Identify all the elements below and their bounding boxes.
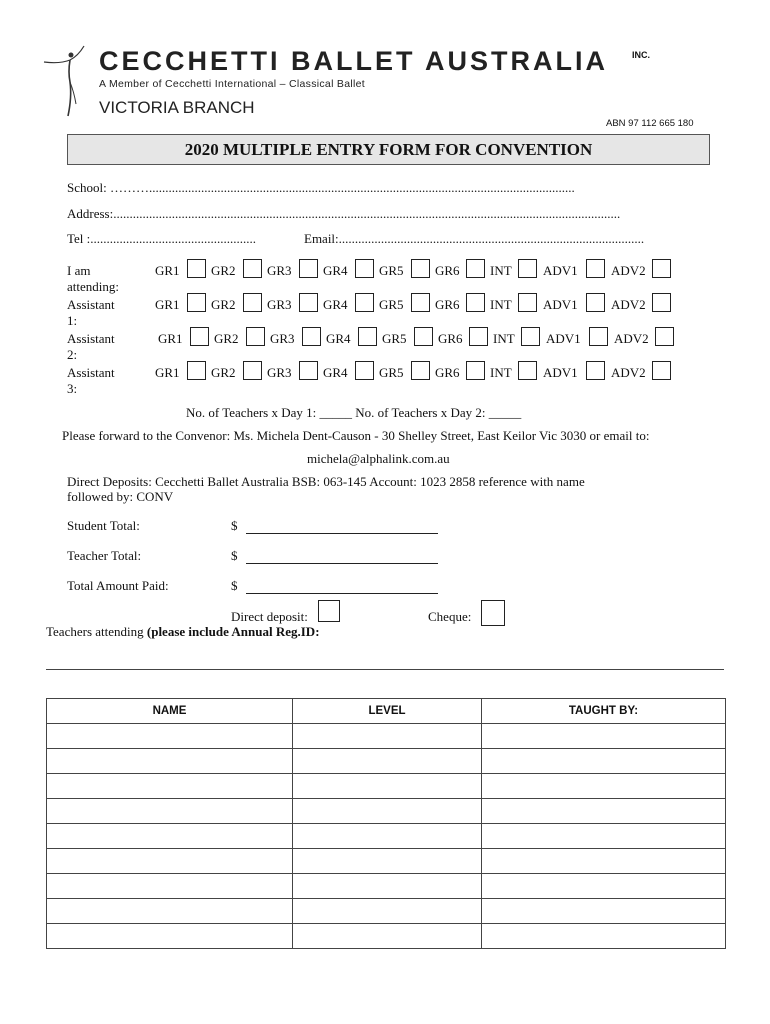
taught-by-cell[interactable]	[482, 924, 726, 949]
grade-checkbox[interactable]	[411, 259, 430, 278]
taught-by-cell[interactable]	[482, 749, 726, 774]
grade-label: ADV2	[611, 263, 646, 278]
level-cell[interactable]	[293, 749, 482, 774]
grade-label: ADV1	[546, 331, 581, 346]
direct-deposit-label: Direct deposit:	[231, 609, 308, 624]
grade-label: GR4	[323, 263, 348, 278]
grade-checkbox[interactable]	[243, 293, 262, 312]
deposit-reference: followed by: CONV	[67, 489, 174, 504]
grade-label: GR3	[267, 263, 292, 278]
grade-checkbox[interactable]	[299, 361, 318, 380]
level-cell[interactable]	[293, 849, 482, 874]
grade-label: GR1	[155, 297, 180, 312]
grade-label: ADV1	[543, 365, 578, 380]
table-row	[47, 899, 726, 924]
level-cell[interactable]	[293, 874, 482, 899]
grade-checkbox[interactable]	[243, 259, 262, 278]
grade-label: GR4	[326, 331, 351, 346]
grade-checkbox[interactable]	[355, 259, 374, 278]
grade-checkbox[interactable]	[187, 259, 206, 278]
grade-checkbox[interactable]	[187, 293, 206, 312]
grade-label: GR1	[155, 365, 180, 380]
grade-label: INT	[490, 263, 512, 278]
school-field[interactable]: School: ………...................................................................................................................................	[67, 180, 575, 195]
ballerina-logo-icon	[40, 42, 92, 120]
grade-label: GR4	[323, 297, 348, 312]
col-taught-by-header: TAUGHT BY:	[482, 699, 726, 724]
grade-label: GR6	[435, 263, 460, 278]
level-cell[interactable]	[293, 924, 482, 949]
grade-label: GR5	[382, 331, 407, 346]
grade-checkbox[interactable]	[466, 361, 485, 380]
grade-label: INT	[493, 331, 515, 346]
branch-name: VICTORIA BRANCH	[99, 98, 255, 117]
dollar-sign: $	[231, 518, 238, 533]
attendance-row-label: Assistant 1:	[67, 297, 115, 328]
cheque-checkbox[interactable]	[481, 600, 505, 626]
grade-label: GR1	[158, 331, 183, 346]
total-field[interactable]	[231, 548, 438, 564]
amount-underline[interactable]	[246, 521, 438, 534]
total-label: Total Amount Paid:	[67, 578, 169, 593]
name-cell[interactable]	[47, 749, 293, 774]
grade-checkbox[interactable]	[358, 327, 377, 346]
grade-label: GR6	[438, 331, 463, 346]
total-label: Teacher Total:	[67, 548, 142, 563]
name-cell[interactable]	[47, 924, 293, 949]
col-name-header: NAME	[47, 699, 293, 724]
taught-by-cell[interactable]	[482, 849, 726, 874]
teachers-days: No. of Teachers x Day 1: _____ No. of Teachers x Day 2: _____	[186, 405, 522, 420]
grade-label: ADV2	[611, 297, 646, 312]
grade-checkbox[interactable]	[521, 327, 540, 346]
level-cell[interactable]	[293, 899, 482, 924]
brand-inc: INC.	[632, 50, 650, 60]
taught-by-cell[interactable]	[482, 799, 726, 824]
col-level-header: LEVEL	[293, 699, 482, 724]
divider-line	[46, 669, 724, 670]
grade-checkbox[interactable]	[299, 259, 318, 278]
address-field[interactable]: Address:............................................................................................................................................................	[67, 206, 621, 221]
grade-label: GR3	[267, 365, 292, 380]
email-field[interactable]: Email:..............................................................................................	[304, 231, 645, 246]
grade-label: GR6	[435, 365, 460, 380]
table-row	[47, 799, 726, 824]
dollar-sign: $	[231, 548, 238, 563]
grade-label: INT	[490, 297, 512, 312]
grade-label: GR5	[379, 297, 404, 312]
grade-label: GR5	[379, 365, 404, 380]
attendance-row-label: Assistant 3:	[67, 365, 115, 396]
grade-label: GR2	[214, 331, 239, 346]
grade-label: INT	[490, 365, 512, 380]
taught-by-cell[interactable]	[482, 874, 726, 899]
taught-by-cell[interactable]	[482, 899, 726, 924]
grade-label: ADV1	[543, 297, 578, 312]
grade-label: GR2	[211, 263, 236, 278]
grade-checkbox[interactable]	[466, 259, 485, 278]
forward-instructions: Please forward to the Convenor: Ms. Michela Dent-Causon - 30 Shelley Street, East Keilor Vic 3030 or email to:	[62, 428, 650, 443]
grade-label: GR6	[435, 297, 460, 312]
name-cell[interactable]	[47, 824, 293, 849]
dollar-sign: $	[231, 578, 238, 593]
teachers-attending-label	[46, 624, 320, 640]
taught-by-cell[interactable]	[482, 774, 726, 799]
grade-checkbox[interactable]	[518, 361, 537, 380]
deposit-instructions: Direct Deposits: Cecchetti Ballet Australia BSB: 063-145 Account: 1023 2858 reference with name	[67, 474, 585, 489]
teachers-table	[46, 698, 726, 949]
grade-checkbox[interactable]	[652, 293, 671, 312]
grade-label: GR1	[155, 263, 180, 278]
taught-by-cell[interactable]	[482, 724, 726, 749]
amount-underline[interactable]	[246, 551, 438, 564]
tel-field[interactable]: Tel :...................................................	[67, 231, 257, 246]
brand-name: CECCHETTI BALLET AUSTRALIA	[99, 46, 608, 76]
level-cell[interactable]	[293, 799, 482, 824]
name-cell[interactable]	[47, 899, 293, 924]
grade-checkbox[interactable]	[586, 293, 605, 312]
grade-checkbox[interactable]	[414, 327, 433, 346]
table-row	[47, 774, 726, 799]
grade-checkbox[interactable]	[469, 327, 488, 346]
table-row	[47, 924, 726, 949]
level-cell[interactable]	[293, 824, 482, 849]
grade-checkbox[interactable]	[246, 327, 265, 346]
grade-checkbox[interactable]	[302, 327, 321, 346]
abn-number: ABN 97 112 665 180	[606, 118, 694, 129]
grade-label: GR2	[211, 365, 236, 380]
attendance-row-label: I am attending:	[67, 263, 119, 294]
grade-checkbox[interactable]	[355, 293, 374, 312]
grade-checkbox[interactable]	[299, 293, 318, 312]
table-row	[47, 724, 726, 749]
name-cell[interactable]	[47, 799, 293, 824]
table-row	[47, 749, 726, 774]
direct-deposit-checkbox[interactable]	[318, 600, 340, 622]
grade-label: ADV2	[614, 331, 649, 346]
attendance-row-label: Assistant 2:	[67, 331, 115, 362]
amount-underline[interactable]	[246, 581, 438, 594]
grade-checkbox[interactable]	[586, 361, 605, 380]
grade-checkbox[interactable]	[586, 259, 605, 278]
grade-checkbox[interactable]	[243, 361, 262, 380]
total-field[interactable]	[231, 518, 438, 534]
grade-label: GR3	[270, 331, 295, 346]
table-row	[47, 849, 726, 874]
name-cell[interactable]	[47, 849, 293, 874]
grade-checkbox[interactable]	[655, 327, 674, 346]
grade-label: GR3	[267, 297, 292, 312]
grade-checkbox[interactable]	[187, 361, 206, 380]
grade-checkbox[interactable]	[466, 293, 485, 312]
level-cell[interactable]	[293, 724, 482, 749]
grade-checkbox[interactable]	[355, 361, 374, 380]
name-cell[interactable]	[47, 874, 293, 899]
form-title: 2020 MULTIPLE ENTRY FORM FOR CONVENTION	[67, 134, 710, 165]
table-row	[47, 824, 726, 849]
table-row	[47, 874, 726, 899]
total-field[interactable]	[231, 578, 438, 594]
teachers-attending-prefix: Teachers attending	[46, 624, 147, 639]
teachers-attending-note: (please include Annual Reg.ID:	[146, 624, 320, 639]
taught-by-cell[interactable]	[482, 824, 726, 849]
grade-label: GR2	[211, 297, 236, 312]
teachers-table-body	[47, 724, 726, 949]
grade-label: ADV2	[611, 365, 646, 380]
cheque-label: Cheque:	[428, 609, 472, 624]
convenor-email: michela@alphalink.com.au	[307, 451, 450, 466]
grade-checkbox[interactable]	[652, 361, 671, 380]
grade-checkbox[interactable]	[652, 259, 671, 278]
name-cell[interactable]	[47, 724, 293, 749]
brand-subtitle: A Member of Cecchetti International – Classical Ballet	[99, 78, 365, 90]
level-cell[interactable]	[293, 774, 482, 799]
grade-checkbox[interactable]	[190, 327, 209, 346]
name-cell[interactable]	[47, 774, 293, 799]
grade-label: GR4	[323, 365, 348, 380]
grade-label: ADV1	[543, 263, 578, 278]
grade-checkbox[interactable]	[589, 327, 608, 346]
grade-checkbox[interactable]	[411, 293, 430, 312]
grade-label: GR5	[379, 263, 404, 278]
grade-checkbox[interactable]	[411, 361, 430, 380]
grade-checkbox[interactable]	[518, 293, 537, 312]
total-label: Student Total:	[67, 518, 140, 533]
grade-checkbox[interactable]	[518, 259, 537, 278]
